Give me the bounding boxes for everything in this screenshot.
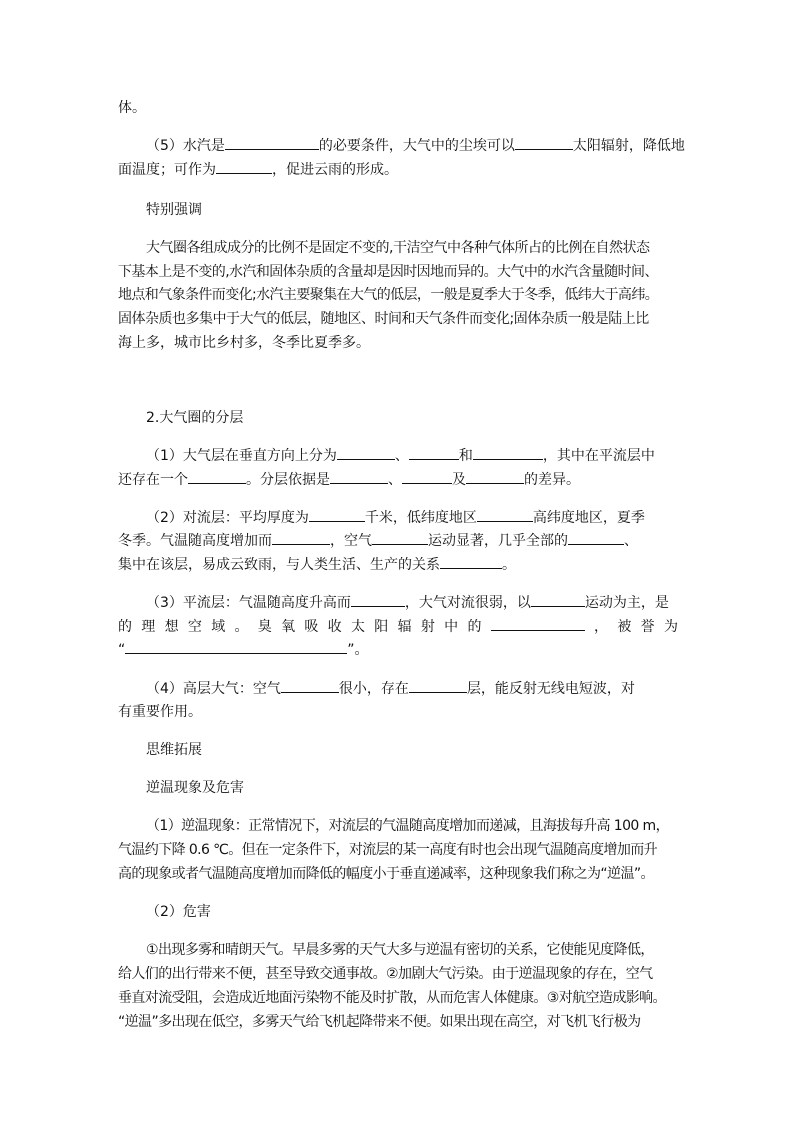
fill-blank[interactable] [225,134,319,150]
special-line-3: 地点和气象条件而变化;水汽主要聚集在大气的低层，一般是夏季大于冬季，低纬大于高纬。 [118,287,659,303]
fill-blank[interactable] [568,529,624,545]
inversion-def-line-3: 高的现象或者气温随高度增加而降低的幅度小于垂直递减率，这种现象我们称之为“逆温”。 [118,866,654,882]
fill-blank[interactable] [409,444,459,460]
fill-blank[interactable] [440,553,502,569]
q5-line-1: （5）水汽是 的必要条件，大气中的尘埃可以 太阳辐射，降低地 [146,134,706,158]
think-title: 思维拓展 [146,742,202,758]
fill-blank[interactable] [337,444,395,460]
fill-blank[interactable] [466,468,524,484]
special-line-5: 海上多，城市比乡村多，冬季比夏季多。 [118,335,370,351]
inversion-title: 逆温现象及危害 [146,780,244,796]
fill-blank[interactable] [216,158,272,174]
fill-blank[interactable] [188,468,246,484]
fill-blank[interactable] [272,529,330,545]
fill-blank[interactable] [491,615,585,631]
harm-title: （2）危害 [146,904,211,920]
fill-blank[interactable] [330,468,388,484]
layer3-line-3: “ ”。 [118,638,678,662]
fill-blank[interactable] [309,506,365,522]
special-title: 特别强调 [146,202,202,218]
harm-line-1: ①出现多雾和晴朗天气。早晨多雾的天气大多与逆温有密切的关系，它使能见度降低， [146,942,654,958]
layer1-line-2: 还存在一个 。分层依据是 、 及 的差异。 [118,468,678,492]
q5-line-2: 面温度；可作为 ，促进云雨的形成。 [118,158,678,182]
layer4-line-1: （4）高层大气：空气 很小，存在 层，能反射无线电短波，对 [146,677,706,701]
layer2-line-1: （2）对流层：平均厚度为 千米，低纬度地区 高纬度地区，夏季 [146,506,706,530]
fill-blank[interactable] [402,468,452,484]
fill-blank[interactable] [351,591,405,607]
layer2-line-3: 集中在该层，易成云致雨，与人类生活、生产的关系 。 [118,553,678,577]
layer1-line-1: （1）大气层在垂直方向上分为 、 和 ，其中在平流层中 [146,444,706,468]
inversion-def-line-1: （1）逆温现象：正常情况下，对流层的气温随高度增加而递减，且海拔每升高 100 m， [146,818,669,834]
fill-blank[interactable] [477,506,533,522]
fill-blank[interactable] [531,591,585,607]
fill-blank[interactable] [281,677,339,693]
special-line-2: 下基本上是不变的,水汽和固体杂质的含量却是因时因地而异的。大气中的水汽含量随时间、 [118,264,658,280]
fill-blank[interactable] [473,444,543,460]
fill-blank[interactable] [409,677,467,693]
layer3-line-1: （3）平流层：气温随高度升高而 ，大气对流很弱，以 运动为主，是 [146,591,706,615]
harm-line-3: 垂直对流受阻，会造成近地面污染物不能及时扩散，从而危害人体健康。③对航空造成影响。 [118,990,666,1006]
section2-title: 2.大气圈的分层 [146,410,244,426]
layer2-line-2: 冬季。气温随高度增加而 ，空气 运动显著，几乎全部的 、 [118,529,678,553]
fill-blank[interactable] [372,529,428,545]
paragraph-end: 体。 [118,100,146,116]
fill-blank[interactable] [515,134,573,150]
inversion-def-line-2: 气温约下降 0.6 ℃。但在一定条件下，对流层的某一高度有时也会出现气温随高度增加而升 [118,842,658,858]
layer3-line-2: 的 理 想 空 域 。 臭 氧 吸 收 太 阳 辐 射 中 的 ， 被 誉 为 [118,615,678,639]
special-line-1: 大气圈各组成成分的比例不是固定不变的,干洁空气中各种气体所占的比例在自然状态 [146,240,650,256]
layer4-line-2: 有重要作用。 [118,704,202,720]
harm-line-2: 给人们的出行带来不便，甚至导致交通事故。②加剧大气污染。由于逆温现象的存在，空气 [118,966,653,982]
harm-line-4: “逆温”多出现在低空，多雾天气给飞机起降带来不便。如果出现在高空，对飞机飞行极为 [118,1014,641,1030]
special-line-4: 固体杂质也多集中于大气的低层，随地区、时间和天气条件而变化;固体杂质一般是陆上比 [118,311,649,327]
fill-blank[interactable] [125,638,347,654]
